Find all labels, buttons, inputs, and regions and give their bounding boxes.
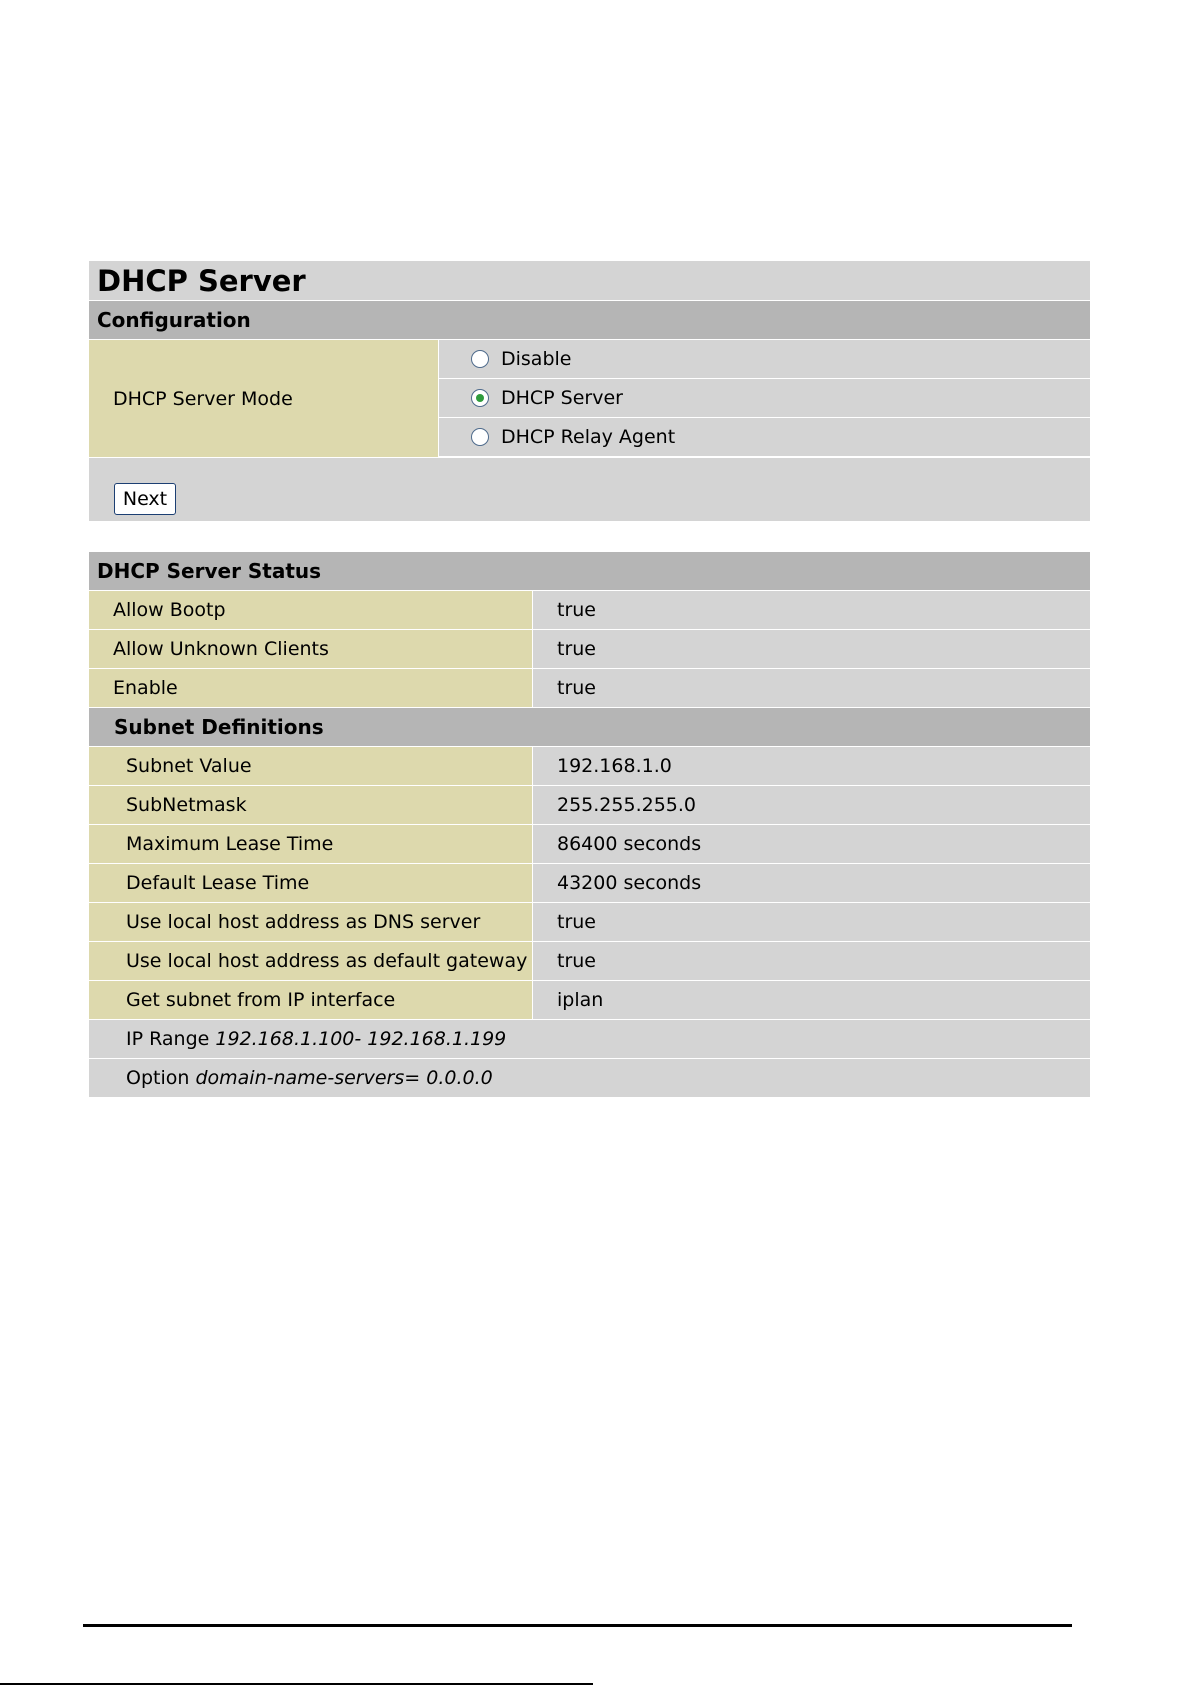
subnet-value: 192.168.1.0 <box>533 747 1090 785</box>
mode-option-disable[interactable] <box>439 340 1090 379</box>
mode-option-relay-agent-label: DHCP Relay Agent <box>501 426 676 448</box>
status-label: Allow Bootp <box>89 591 533 629</box>
subnet-value: true <box>533 903 1090 941</box>
dhcp-status-panel <box>89 552 1090 1098</box>
subnet-value: iplan <box>533 981 1090 1019</box>
status-value: true <box>533 669 1090 707</box>
mode-option-dhcp-server[interactable] <box>439 379 1090 418</box>
radio-dhcp-server[interactable] <box>471 389 489 407</box>
status-value: true <box>533 591 1090 629</box>
configuration-heading: Configuration <box>89 301 1090 340</box>
dhcp-mode-block <box>89 340 1090 457</box>
subnet-value: true <box>533 942 1090 980</box>
status-label: Enable <box>89 669 533 707</box>
option-name: domain-name-servers <box>195 1067 405 1089</box>
subnet-row-subnetmask <box>89 786 1090 825</box>
button-row <box>89 457 1090 521</box>
subnet-label: Subnet Value <box>89 747 533 785</box>
option-row <box>89 1059 1090 1098</box>
page-title: DHCP Server <box>89 261 1090 301</box>
footer-rule <box>83 1624 1072 1627</box>
subnet-row-subnet-value <box>89 747 1090 786</box>
radio-disable[interactable] <box>471 350 489 368</box>
status-row-enable <box>89 669 1090 708</box>
subnet-value: 86400 seconds <box>533 825 1090 863</box>
subnet-label: Get subnet from IP interface <box>89 981 533 1019</box>
subnet-label: SubNetmask <box>89 786 533 824</box>
dhcp-mode-options <box>439 340 1090 457</box>
subnet-row-local-dns <box>89 903 1090 942</box>
ip-range-label: IP Range <box>126 1028 210 1050</box>
subnet-row-max-lease <box>89 825 1090 864</box>
ip-range-value: 192.168.1.100- 192.168.1.199 <box>215 1028 507 1050</box>
mode-option-dhcp-server-label: DHCP Server <box>501 387 623 409</box>
subnet-row-default-lease <box>89 864 1090 903</box>
radio-relay-agent[interactable] <box>471 428 489 446</box>
subnet-value: 255.255.255.0 <box>533 786 1090 824</box>
subnet-value: 43200 seconds <box>533 864 1090 902</box>
status-value: true <box>533 630 1090 668</box>
option-label: Option <box>126 1067 190 1089</box>
subnet-label: Maximum Lease Time <box>89 825 533 863</box>
subnet-row-ip-interface <box>89 981 1090 1020</box>
dhcp-config-panel <box>89 261 1090 521</box>
subnet-label: Default Lease Time <box>89 864 533 902</box>
status-label: Allow Unknown Clients <box>89 630 533 668</box>
dhcp-server-mode-label: DHCP Server Mode <box>89 340 439 457</box>
status-heading: DHCP Server Status <box>89 552 1090 591</box>
status-row-allow-bootp <box>89 591 1090 630</box>
option-value: = 0.0.0.0 <box>404 1067 493 1089</box>
next-button[interactable]: Next <box>114 483 176 515</box>
subnet-label: Use local host address as default gateway <box>89 942 533 980</box>
ip-range-row <box>89 1020 1090 1059</box>
subnet-label: Use local host address as DNS server <box>89 903 533 941</box>
subnet-row-local-gateway <box>89 942 1090 981</box>
status-row-allow-unknown-clients <box>89 630 1090 669</box>
subnet-definitions-heading: Subnet Definitions <box>89 708 1090 747</box>
mode-option-relay-agent[interactable] <box>439 418 1090 457</box>
mode-option-disable-label: Disable <box>501 348 572 370</box>
